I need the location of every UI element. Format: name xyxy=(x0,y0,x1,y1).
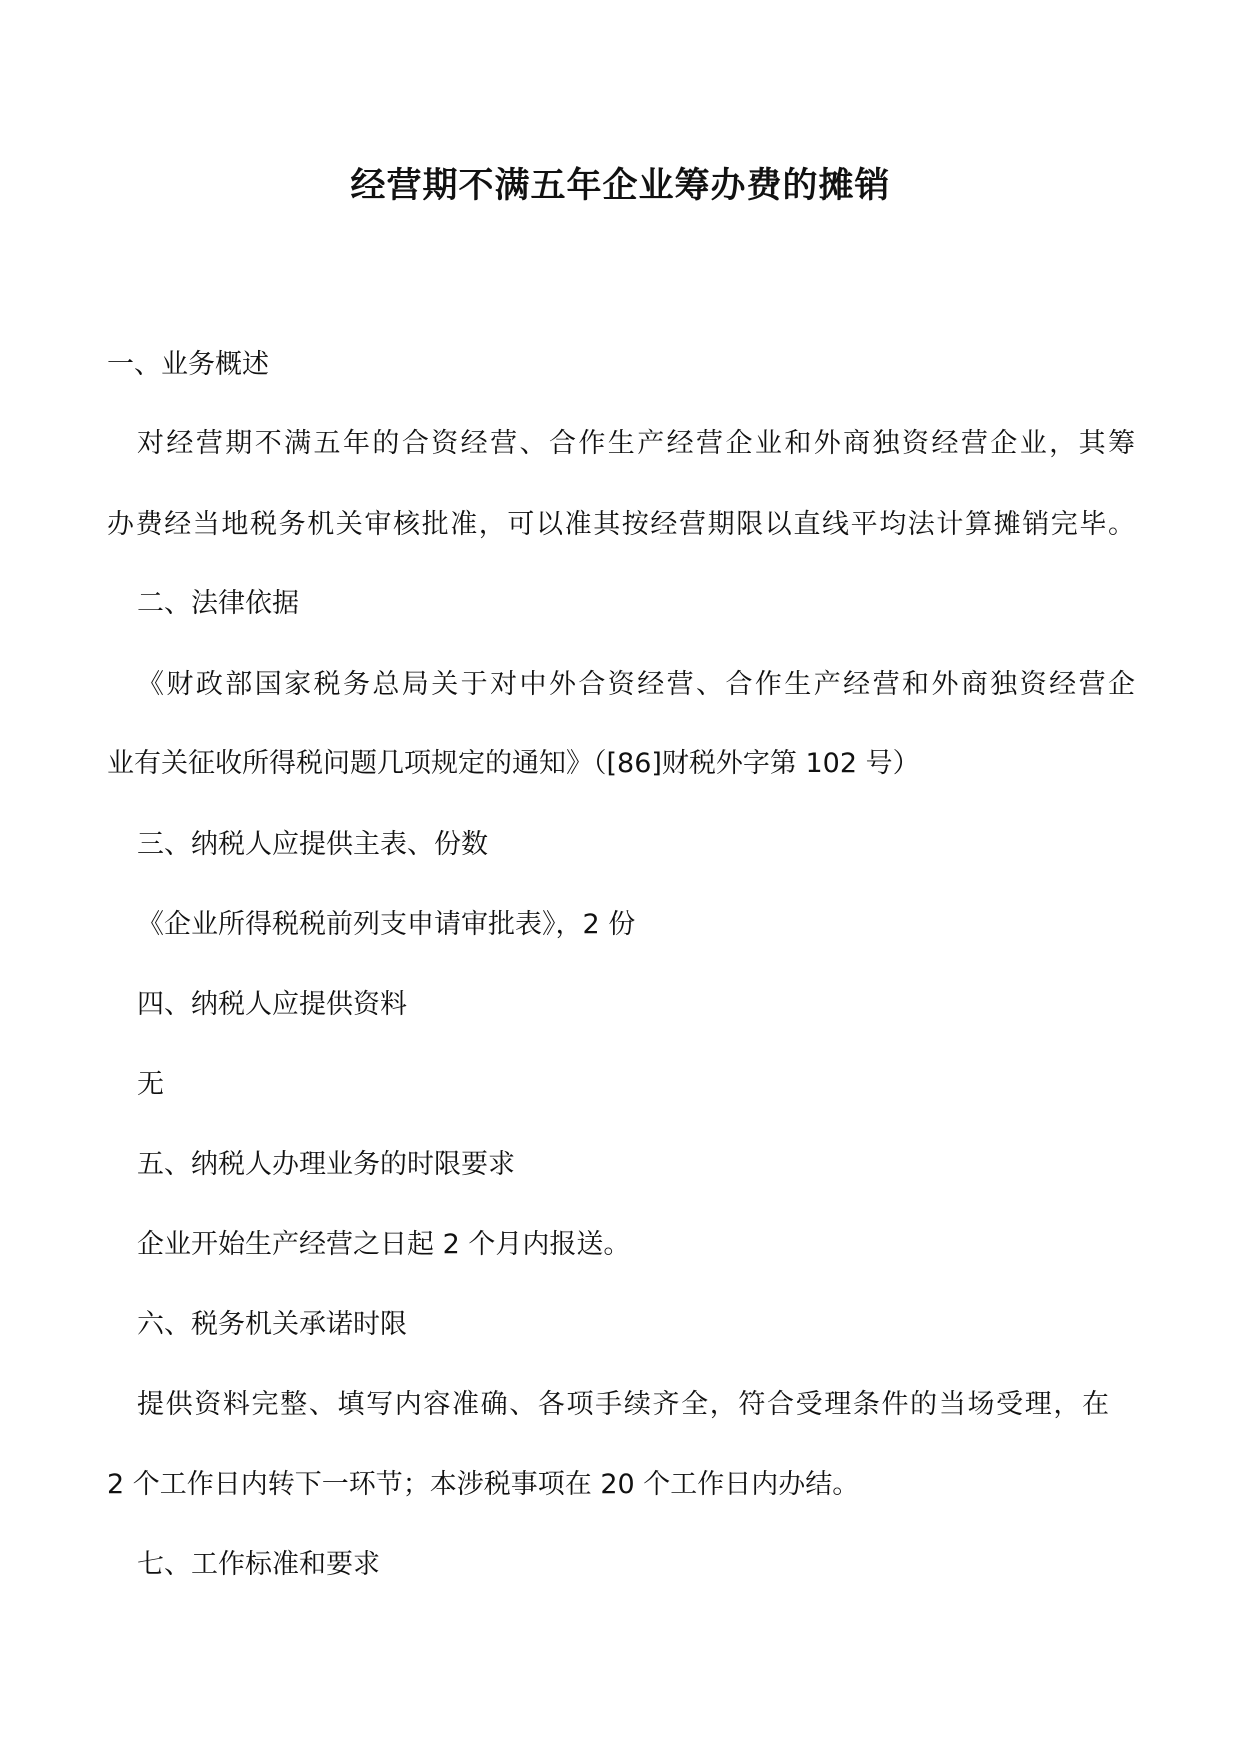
legal-basis-line-1: 《财政部国家税务总局关于对中外合资经营、合作生产经营和外商独资经营企 xyxy=(137,669,1135,700)
legal-basis-line-2: 业有关征收所得税问题几项规定的通知》（[86]财税外字第 102 号） xyxy=(107,748,920,779)
section-heading-time-limit: 五、纳税人办理业务的时限要求 xyxy=(137,1149,515,1180)
document-title: 经营期不满五年企业筹办费的摊销 xyxy=(350,165,891,206)
section-heading-materials: 四、纳税人应提供资料 xyxy=(137,989,407,1020)
section-heading-standards: 七、工作标准和要求 xyxy=(137,1549,380,1580)
commitment-paragraph-line-1: 提供资料完整、填写内容准确、各项手续齐全，符合受理条件的当场受理，在 xyxy=(137,1389,1109,1420)
time-limit-paragraph: 企业开始生产经营之日起 2 个月内报送。 xyxy=(137,1229,631,1260)
overview-paragraph-line-2: 办费经当地税务机关审核批准，可以准其按经营期限以直线平均法计算摊销完毕。 xyxy=(107,509,1135,540)
materials-paragraph: 无 xyxy=(137,1069,164,1100)
section-heading-overview: 一、业务概述 xyxy=(107,349,269,380)
forms-paragraph: 《企业所得税税前列支申请审批表》，2 份 xyxy=(137,909,636,940)
commitment-paragraph-line-2: 2 个工作日内转下一环节；本涉税事项在 20 个工作日内办结。 xyxy=(107,1469,860,1500)
overview-paragraph-line-1: 对经营期不满五年的合资经营、合作生产经营企业和外商独资经营企业，其筹 xyxy=(137,428,1135,459)
section-heading-legal-basis: 二、法律依据 xyxy=(137,588,299,619)
section-heading-forms: 三、纳税人应提供主表、份数 xyxy=(137,829,488,860)
section-heading-commitment: 六、税务机关承诺时限 xyxy=(137,1309,407,1340)
